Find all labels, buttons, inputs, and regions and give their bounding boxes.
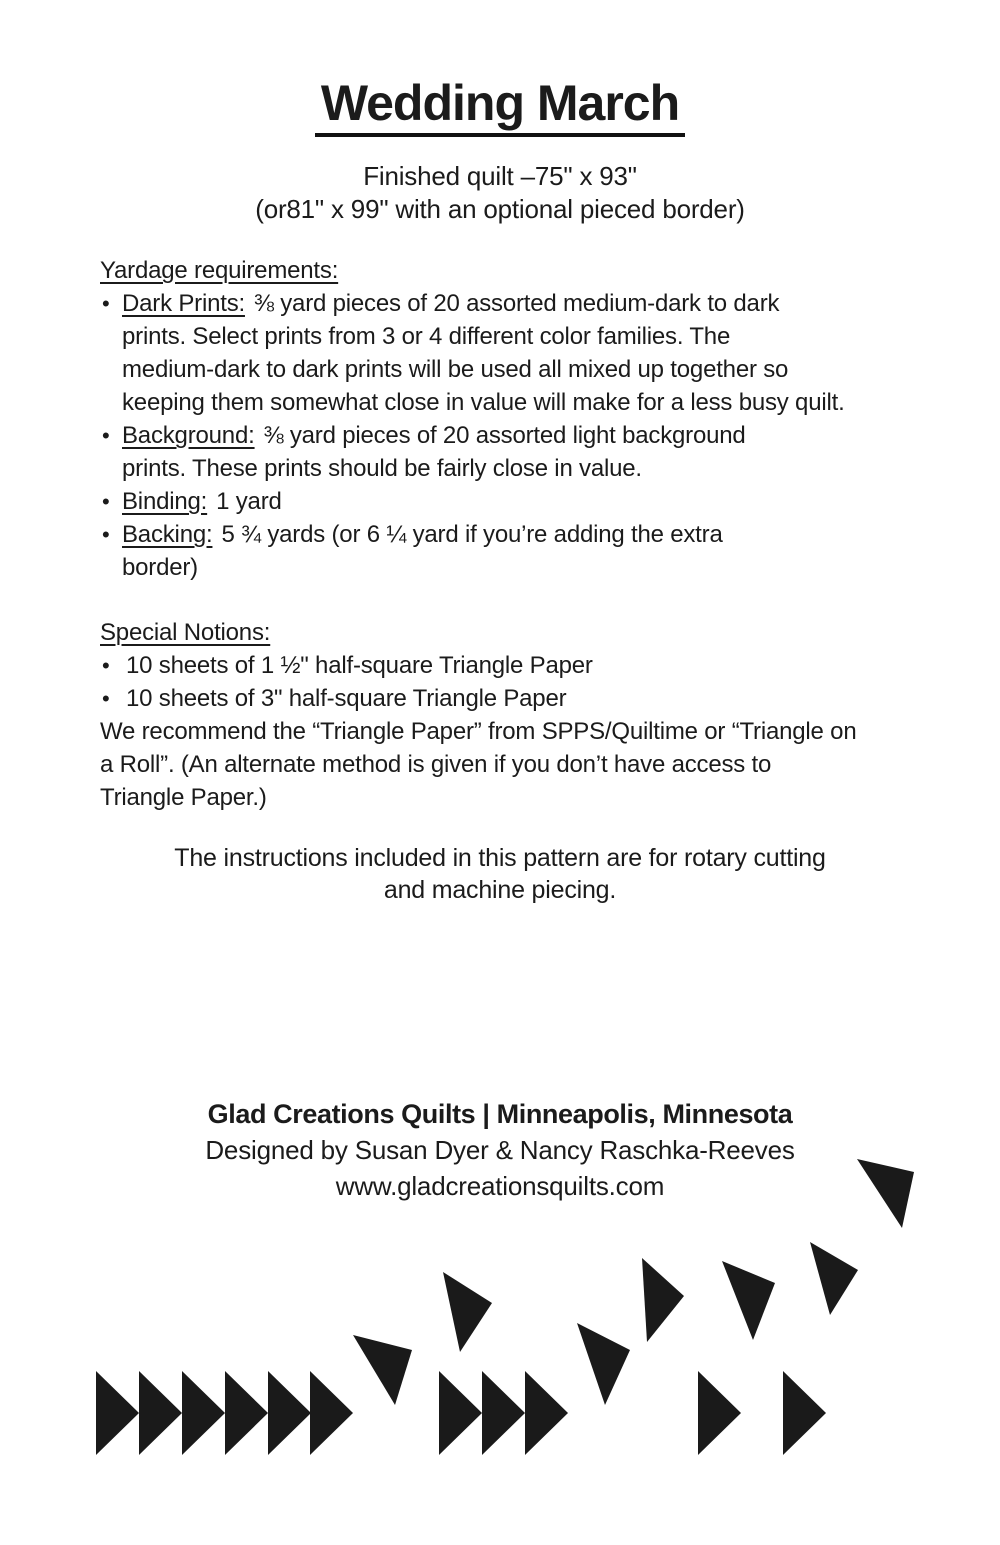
optional-size-line: (or81" x 99" with an optional pieced border) xyxy=(255,194,745,224)
bullet-glyph: • xyxy=(102,423,110,448)
instructions-line: The instructions included in this pattern are for rotary cutting xyxy=(174,844,826,872)
notions-heading: Special Notions: xyxy=(100,619,271,646)
goose-triangle xyxy=(96,1371,139,1455)
yardage-item-binding xyxy=(100,485,945,518)
goose-triangle xyxy=(722,1261,775,1340)
item-line: 10 sheets of 1 ½" half-square Triangle Paper xyxy=(126,652,593,679)
instructions-line: and machine piecing. xyxy=(383,876,617,904)
finished-size-block xyxy=(0,160,1000,226)
yardage-item-dark-prints xyxy=(100,287,945,419)
instructions-note xyxy=(0,842,1000,906)
bullet-glyph: • xyxy=(102,489,110,514)
item-line xyxy=(122,287,945,320)
goose-triangle xyxy=(810,1242,858,1315)
item-text: ⅜ yard pieces of 20 assorted medium-dark to dark xyxy=(253,290,780,317)
goose-triangle xyxy=(182,1371,225,1455)
bullet-glyph: • xyxy=(102,653,110,678)
bullet-glyph: • xyxy=(102,686,110,711)
yardage-heading-row xyxy=(100,254,945,287)
item-line: prints. These prints should be fairly close in value. xyxy=(122,455,642,482)
goose-triangle xyxy=(525,1371,568,1455)
item-text: 5 ¾ yards (or 6 ¼ yard if you’re adding the extra xyxy=(221,521,723,548)
item-label-background: Background: xyxy=(122,422,255,449)
publisher-footer xyxy=(0,1096,1000,1204)
page-title: Wedding March xyxy=(315,76,685,137)
goose-triangle xyxy=(225,1371,268,1455)
goose-triangle xyxy=(139,1371,182,1455)
item-line xyxy=(122,419,945,452)
header xyxy=(0,76,1000,137)
item-line xyxy=(122,518,945,551)
item-text: 1 yard xyxy=(216,488,282,515)
designers-credit: Designed by Susan Dyer & Nancy Raschka-Reeves xyxy=(205,1135,795,1165)
notions-note-line: Triangle Paper.) xyxy=(100,784,267,811)
item-line: prints. Select prints from 3 or 4 different color families. The xyxy=(122,323,731,350)
website-url: www.gladcreationsquilts.com xyxy=(335,1171,665,1201)
item-label-dark-prints: Dark Prints: xyxy=(122,290,245,317)
item-text: ⅜ yard pieces of 20 assorted light background xyxy=(263,422,746,449)
notion-item-3-inch-paper xyxy=(100,682,945,715)
goose-triangle xyxy=(353,1335,412,1405)
goose-triangle xyxy=(439,1371,482,1455)
goose-triangle xyxy=(482,1371,525,1455)
item-line: 10 sheets of 3" half-square Triangle Paper xyxy=(126,685,567,712)
yardage-heading: Yardage requirements: xyxy=(100,257,339,284)
goose-triangle xyxy=(268,1371,311,1455)
goose-triangle xyxy=(698,1371,741,1455)
item-line: border) xyxy=(122,554,198,581)
notion-item-1-half-inch-paper xyxy=(100,649,945,682)
item-line xyxy=(122,485,945,518)
bullet-glyph: • xyxy=(102,291,110,316)
goose-triangle xyxy=(783,1371,826,1455)
item-line: medium-dark to dark prints will be used all mixed up together so xyxy=(122,356,789,383)
yardage-item-background xyxy=(100,419,945,485)
special-notions-section xyxy=(100,616,945,814)
yardage-item-backing xyxy=(100,518,945,584)
notions-note-line: a Roll”. (An alternate method is given if you don’t have access to xyxy=(100,751,772,778)
goose-triangle xyxy=(577,1323,630,1405)
item-line: keeping them somewhat close in value will make for a less busy quilt. xyxy=(122,389,845,416)
goose-triangle xyxy=(310,1371,353,1455)
studio-name-location: Glad Creations Quilts | Minneapolis, Minnesota xyxy=(207,1099,793,1129)
goose-triangle xyxy=(443,1272,492,1352)
yardage-section xyxy=(100,254,945,584)
item-label-binding: Binding: xyxy=(122,488,208,515)
bullet-glyph: • xyxy=(102,522,110,547)
goose-triangle xyxy=(642,1258,684,1342)
notions-note-line: We recommend the “Triangle Paper” from SPPS/Quiltime or “Triangle on xyxy=(100,718,857,745)
item-label-backing: Backing: xyxy=(122,521,213,548)
notions-heading-row xyxy=(100,616,945,649)
finished-size-line: Finished quilt –75" x 93" xyxy=(363,161,637,191)
